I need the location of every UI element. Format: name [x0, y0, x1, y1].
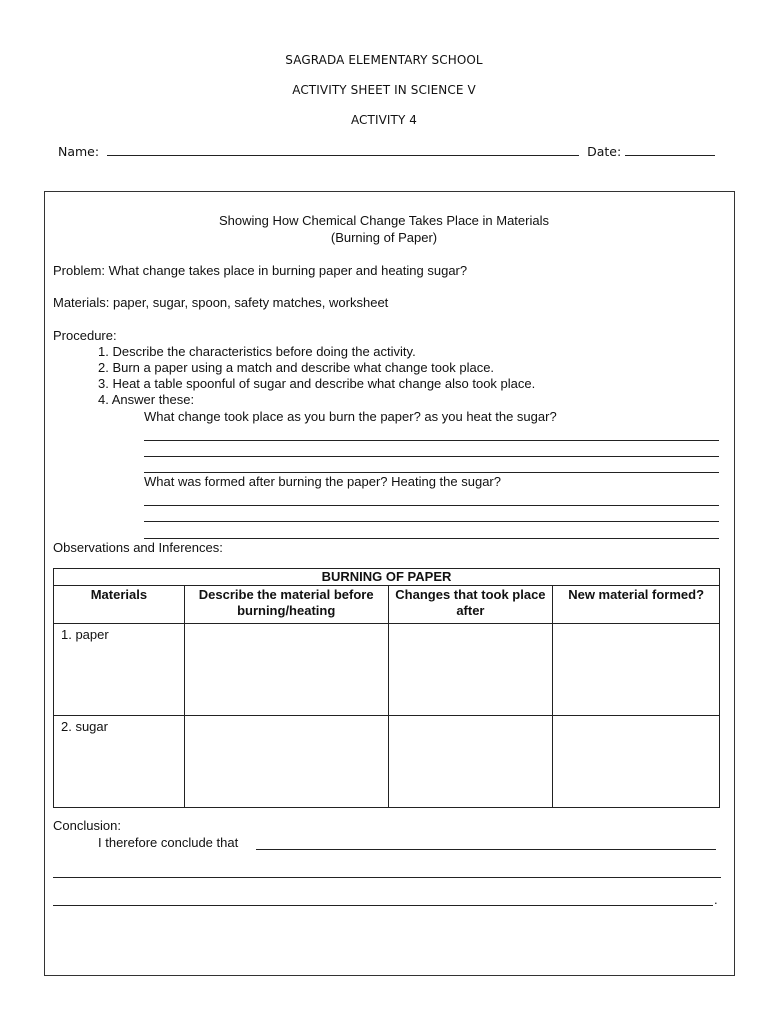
conclusion-line[interactable] [53, 905, 713, 906]
answer-line[interactable] [144, 521, 719, 522]
observation-table [53, 568, 720, 808]
column-header: Materials [54, 586, 185, 624]
procedure-step: 4. Answer these: [98, 392, 195, 407]
sheet-title: ACTIVITY SHEET IN SCIENCE V [292, 83, 476, 97]
answer-cell[interactable] [184, 716, 388, 808]
answer-cell[interactable] [553, 716, 720, 808]
answer-line[interactable] [144, 472, 719, 473]
column-header: New material formed? [553, 586, 720, 624]
column-header: Describe the material before burning/heating [184, 586, 388, 624]
name-label: Name: [58, 144, 100, 159]
activity-title: Showing How Chemical Change Takes Place in Materials [219, 213, 549, 228]
material-cell: 2. sugar [54, 716, 185, 808]
answer-line[interactable] [144, 538, 719, 539]
procedure-step: 1. Describe the characteristics before doing the activity. [98, 344, 416, 359]
procedure-step: 3. Heat a table spoonful of sugar and describe what change also took place. [98, 376, 536, 391]
conclusion-lead: I therefore conclude that [98, 835, 239, 850]
material-cell: 1. paper [54, 624, 185, 716]
answer-line[interactable] [144, 440, 719, 441]
table-title: BURNING OF PAPER [54, 569, 720, 586]
conclusion-line[interactable] [256, 849, 716, 850]
school-name: SAGRADA ELEMENTARY SCHOOL [285, 53, 483, 67]
answer-cell[interactable] [553, 624, 720, 716]
procedure-step: 2. Burn a paper using a match and describe what change took place. [98, 360, 495, 375]
name-field[interactable] [107, 143, 579, 156]
question-1: What change took place as you burn the paper? as you heat the sugar? [144, 409, 557, 424]
answer-cell[interactable] [184, 624, 388, 716]
column-header: Changes that took place after [388, 586, 553, 624]
answer-line[interactable] [144, 456, 719, 457]
materials-list: Materials: paper, sugar, spoon, safety matches, worksheet [53, 295, 389, 310]
problem-statement: Problem: What change takes place in burning paper and heating sugar? [53, 263, 468, 278]
date-label: Date: [587, 144, 622, 159]
procedure-label: Procedure: [53, 328, 117, 343]
table-row [54, 624, 720, 716]
conclusion-line[interactable] [53, 877, 721, 878]
answer-cell[interactable] [388, 716, 553, 808]
table-title-row [54, 569, 720, 586]
name-date-line [58, 143, 718, 161]
table-row [54, 716, 720, 808]
date-field[interactable] [625, 143, 715, 156]
observations-label: Observations and Inferences: [53, 540, 223, 555]
answer-line[interactable] [144, 505, 719, 506]
question-2: What was formed after burning the paper? Heating the sugar? [144, 474, 501, 489]
activity-subtitle: (Burning of Paper) [330, 230, 438, 245]
activity-number: ACTIVITY 4 [350, 113, 418, 127]
answer-cell[interactable] [388, 624, 553, 716]
table-header-row [54, 586, 720, 624]
conclusion-label: Conclusion: [53, 818, 121, 833]
end-mark: . [714, 892, 718, 907]
